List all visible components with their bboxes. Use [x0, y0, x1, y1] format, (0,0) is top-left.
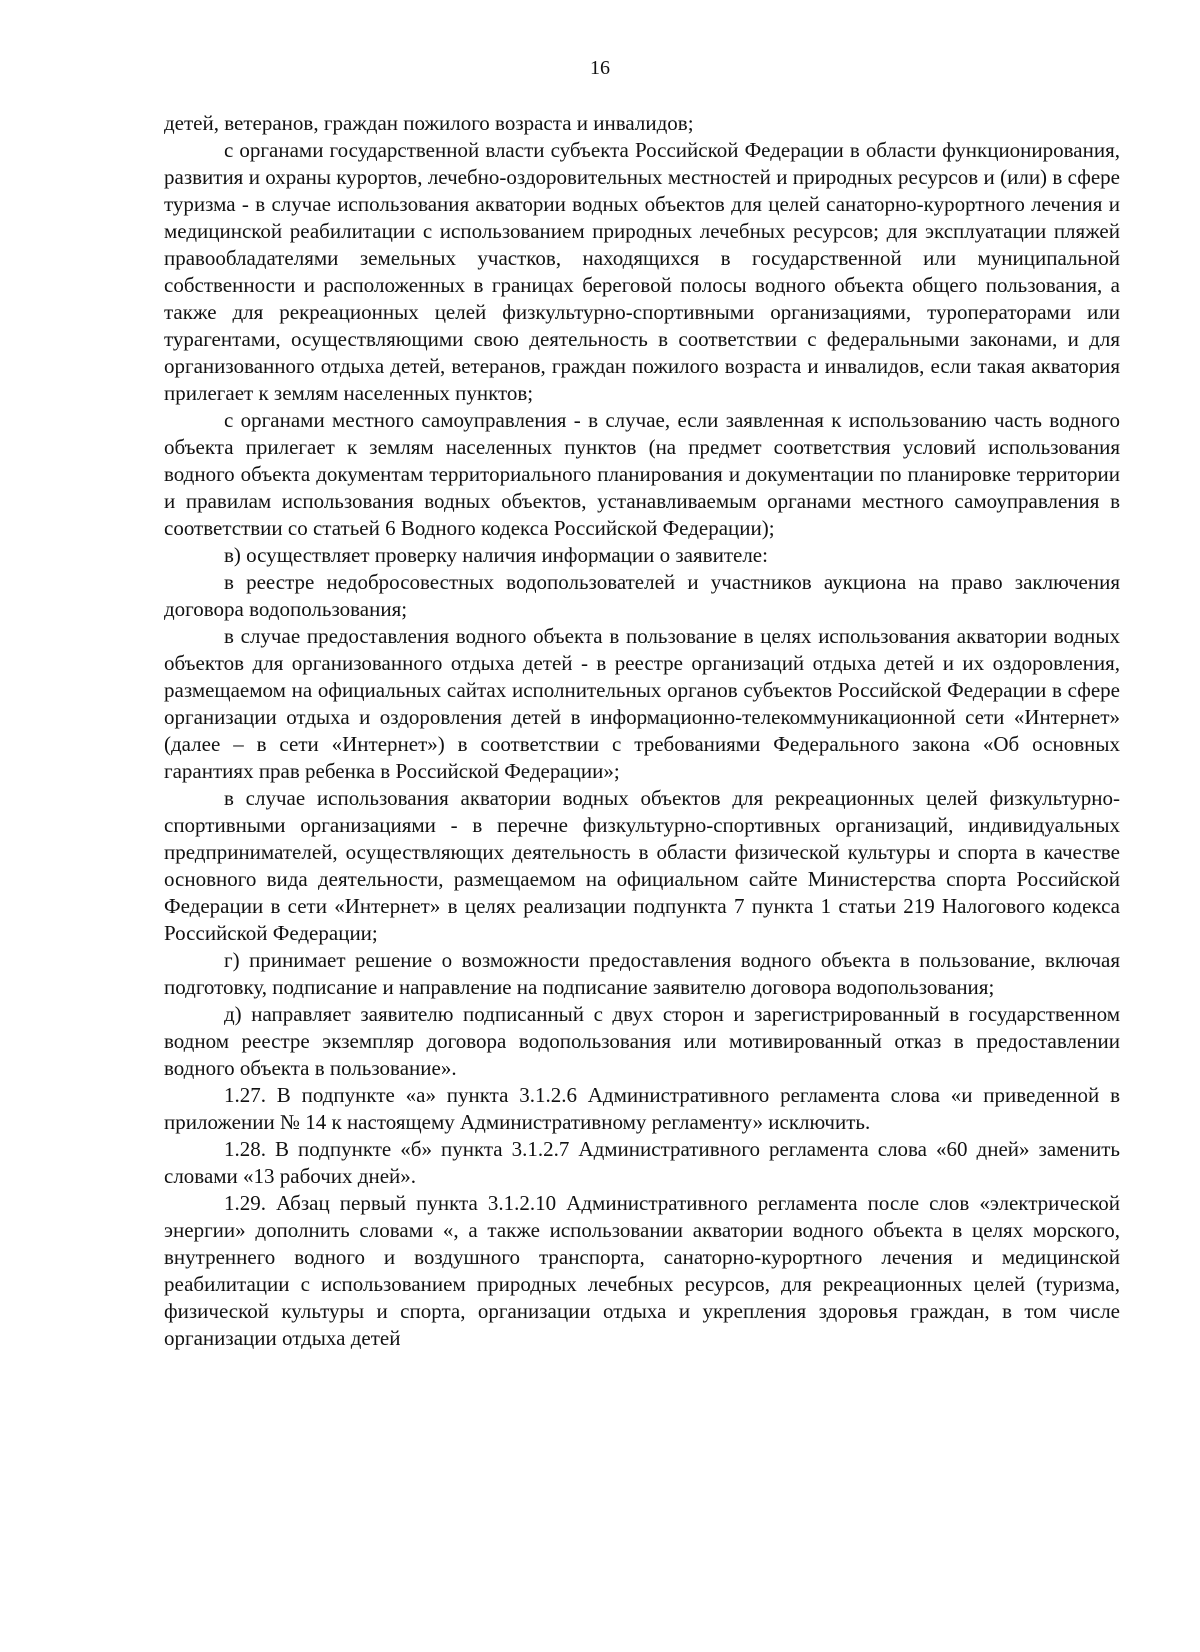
paragraph: в) осуществляет проверку наличия информации о заявителе: — [224, 543, 768, 567]
paragraph: в случае предоставления водного объекта в пользование в целях использования акватории водных объектов для организованного отдыха детей - в реестре организаций отдыха детей и их оздоровления, размещаемом на официальных сайтах исполнительных органов субъектов Российской Федерации в сфере организации отдыха и оздоровления детей в информационно-телекоммуникационной сети «Интернет» (далее – в сети «Интернет») в соответствии с требованиями Федерального закона «Об основных гарантиях прав ребенка в Российской Федерации»; — [164, 624, 1120, 783]
paragraph: 1.27. В подпункте «а» пункта 3.1.2.6 Административного регламента слова «и приведенной в приложении № 14 к настоящему Административному регламенту» исключить. — [164, 1083, 1120, 1134]
paragraph: в случае использования акватории водных объектов для рекреационных целей физкультурно-спортивными организациями - в перечне физкультурно-спортивных организаций, индивидуальных предпринимателей, осуществляющих деятельность в области физической культуры и спорта в качестве основного вида деятельности, размещаемом на официальном сайте Министерства спорта Российской Федерации в сети «Интернет» в целях реализации подпункта 7 пункта 1 статьи 219 Налогового кодекса Российской Федерации; — [164, 786, 1120, 945]
paragraph: детей, ветеранов, граждан пожилого возраста и инвалидов; — [164, 111, 694, 135]
paragraph: д) направляет заявителю подписанный с двух сторон и зарегистрированный в государственном водном реестре экземпляр договора водопользования или мотивированный отказ в предоставлении водного объекта в пользование». — [164, 1002, 1120, 1080]
paragraph: 1.28. В подпункте «б» пункта 3.1.2.7 Административного регламента слова «60 дней» заменить словами «13 рабочих дней». — [164, 1137, 1120, 1188]
document-body — [164, 110, 1120, 1352]
paragraph: 1.29. Абзац первый пункта 3.1.2.10 Административного регламента после слов «электрической энергии» дополнить словами «, а также использовании акватории водного объекта в целях морского, внутреннего водного и воздушного транспорта, санаторно-курортного лечения и медицинской реабилитации с использованием природных лечебных ресурсов, для рекреационных целей (туризма, физической культуры и спорта, организации отдыха и укрепления здоровья граждан, в том числе организации отдыха детей — [164, 1191, 1120, 1350]
page-number: 16 — [590, 57, 610, 79]
paragraph: г) принимает решение о возможности предоставления водного объекта в пользование, включая подготовку, подписание и направление на подписание заявителю договора водопользования; — [164, 948, 1120, 999]
paragraph: в реестре недобросовестных водопользователей и участников аукциона на право заключения договора водопользования; — [164, 570, 1120, 621]
paragraph: с органами местного самоуправления - в случае, если заявленная к использованию часть водного объекта прилегает к землям населенных пунктов (на предмет соответствия условий использования водного объекта документам территориального планирования и документации по планировке территории и правилам использования водных объектов, устанавливаемым органами местного самоуправления в соответствии со статьей 6 Водного кодекса Российской Федерации); — [164, 408, 1120, 540]
paragraph: с органами государственной власти субъекта Российской Федерации в области функционирования, развития и охраны курортов, лечебно-оздоровительных местностей и природных ресурсов и (или) в сфере туризма - в случае использования акватории водных объектов для целей санаторно-курортного лечения и медицинской реабилитации с использованием природных лечебных ресурсов; для эксплуатации пляжей правообладателями земельных участков, находящихся в государственной или муниципальной собственности и расположенных в границах береговой полосы водного объекта общего пользования, а также для рекреационных целей физкультурно-спортивными организациями, туроператорами или турагентами, осуществляющими свою деятельность в соответствии с федеральными законами, и для организованного отдыха детей, ветеранов, граждан пожилого возраста и инвалидов, если такая акватория прилегает к землям населенных пунктов; — [164, 138, 1120, 405]
